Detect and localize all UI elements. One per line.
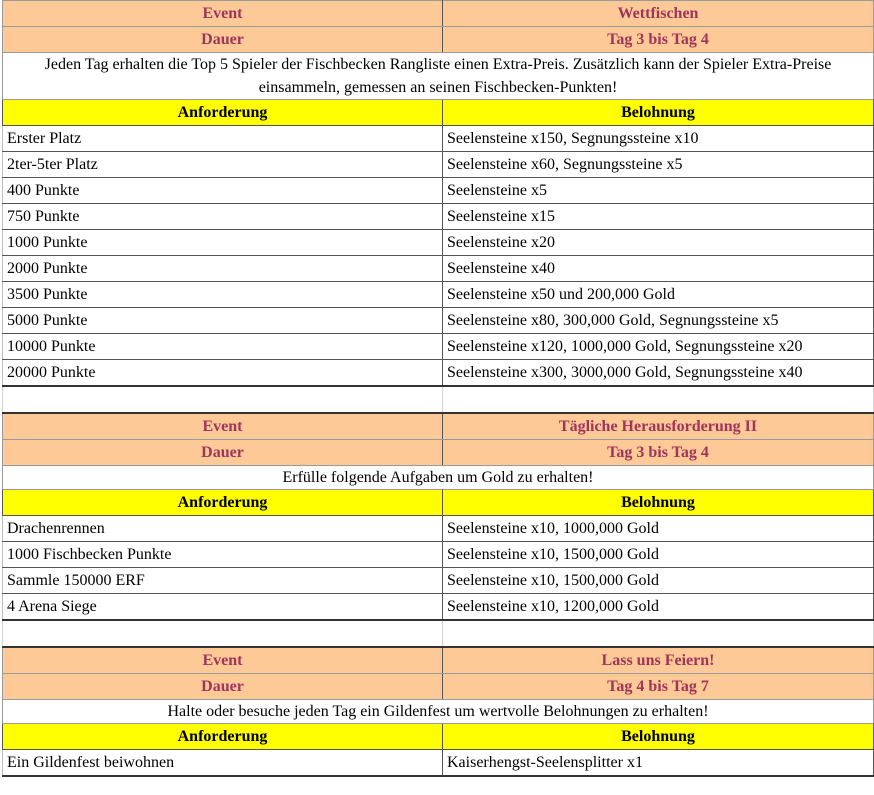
table-row xyxy=(3,178,874,204)
duration-value-cell[interactable]: Tag 3 bis Tag 4 xyxy=(443,440,874,466)
reward-cell[interactable]: Seelensteine x10, 1200,000 Gold xyxy=(443,594,874,621)
empty-cell[interactable] xyxy=(443,620,874,647)
requirement-cell[interactable]: 10000 Punkte xyxy=(3,334,443,360)
description-cell[interactable]: Jeden Tag erhalten die Top 5 Spieler der Fischbecken Rangliste einen Extra-Preis. Zusätzlich kann der Spieler Extra-Preise einsammeln, gemessen an seinen Fischbecken-Punkten! xyxy=(3,53,874,100)
duration-row xyxy=(3,27,874,53)
table-row xyxy=(3,594,874,621)
column-header-row xyxy=(3,490,874,516)
table-row xyxy=(3,308,874,334)
description-cell[interactable]: Erfülle folgende Aufgaben um Gold zu erhalten! xyxy=(3,466,874,490)
reward-cell[interactable]: Seelensteine x10, 1500,000 Gold xyxy=(443,542,874,568)
reward-cell[interactable]: Seelensteine x10, 1500,000 Gold xyxy=(443,568,874,594)
empty-cell[interactable] xyxy=(3,386,443,413)
event-name-cell[interactable]: Lass uns Feiern! xyxy=(443,647,874,674)
reward-header-cell[interactable]: Belohnung xyxy=(443,490,874,516)
reward-cell[interactable]: Seelensteine x80, 300,000 Gold, Segnungssteine x5 xyxy=(443,308,874,334)
description-row xyxy=(3,53,874,100)
table-row xyxy=(3,568,874,594)
event-name-cell[interactable]: Tägliche Herausforderung II xyxy=(443,413,874,440)
event-header-row xyxy=(3,647,874,674)
event-label-cell[interactable]: Event xyxy=(3,413,443,440)
reward-cell[interactable]: Seelensteine x150, Segnungssteine x10 xyxy=(443,126,874,152)
event-name-cell[interactable]: Wettfischen xyxy=(443,1,874,27)
reward-header-cell[interactable]: Belohnung xyxy=(443,100,874,126)
duration-label-cell[interactable]: Dauer xyxy=(3,440,443,466)
reward-cell[interactable]: Seelensteine x10, 1000,000 Gold xyxy=(443,516,874,542)
duration-label-cell[interactable]: Dauer xyxy=(3,674,443,700)
reward-cell[interactable]: Seelensteine x120, 1000,000 Gold, Segnungssteine x20 xyxy=(443,334,874,360)
reward-cell[interactable]: Seelensteine x40 xyxy=(443,256,874,282)
requirement-cell[interactable]: 2ter-5ter Platz xyxy=(3,152,443,178)
duration-label-cell[interactable]: Dauer xyxy=(3,27,443,53)
reward-cell[interactable]: Seelensteine x5 xyxy=(443,178,874,204)
table-row xyxy=(3,360,874,387)
table-row xyxy=(3,542,874,568)
column-header-row xyxy=(3,100,874,126)
duration-row xyxy=(3,440,874,466)
requirement-cell[interactable]: 2000 Punkte xyxy=(3,256,443,282)
empty-cell[interactable] xyxy=(3,620,443,647)
spacer-row xyxy=(3,386,874,413)
requirement-header-cell[interactable]: Anforderung xyxy=(3,490,443,516)
table-row xyxy=(3,334,874,360)
table-row xyxy=(3,256,874,282)
requirement-cell[interactable]: Sammle 150000 ERF xyxy=(3,568,443,594)
spacer-row xyxy=(3,620,874,647)
description-row xyxy=(3,466,874,490)
table-row xyxy=(3,230,874,256)
requirement-header-cell[interactable]: Anforderung xyxy=(3,724,443,750)
reward-header-cell[interactable]: Belohnung xyxy=(443,724,874,750)
event-header-row xyxy=(3,413,874,440)
reward-cell[interactable]: Kaiserhengst-Seelensplitter x1 xyxy=(443,750,874,777)
event-label-cell[interactable]: Event xyxy=(3,1,443,27)
description-cell[interactable]: Halte oder besuche jeden Tag ein Gildenfest um wertvolle Belohnungen zu erhalten! xyxy=(3,700,874,724)
event-label-cell[interactable]: Event xyxy=(3,647,443,674)
requirement-cell[interactable]: 5000 Punkte xyxy=(3,308,443,334)
event-header-row xyxy=(3,1,874,27)
description-row xyxy=(3,700,874,724)
duration-value-cell[interactable]: Tag 4 bis Tag 7 xyxy=(443,674,874,700)
table-row xyxy=(3,126,874,152)
reward-cell[interactable]: Seelensteine x60, Segnungssteine x5 xyxy=(443,152,874,178)
requirement-cell[interactable]: 3500 Punkte xyxy=(3,282,443,308)
requirement-cell[interactable]: Drachenrennen xyxy=(3,516,443,542)
requirement-cell[interactable]: 1000 Punkte xyxy=(3,230,443,256)
duration-value-cell[interactable]: Tag 3 bis Tag 4 xyxy=(443,27,874,53)
requirement-cell[interactable]: 400 Punkte xyxy=(3,178,443,204)
requirement-cell[interactable]: 4 Arena Siege xyxy=(3,594,443,621)
column-header-row xyxy=(3,724,874,750)
table-row xyxy=(3,282,874,308)
requirement-cell[interactable]: 750 Punkte xyxy=(3,204,443,230)
requirement-cell[interactable]: 20000 Punkte xyxy=(3,360,443,387)
table-row xyxy=(3,516,874,542)
reward-cell[interactable]: Seelensteine x20 xyxy=(443,230,874,256)
requirement-header-cell[interactable]: Anforderung xyxy=(3,100,443,126)
reward-cell[interactable]: Seelensteine x15 xyxy=(443,204,874,230)
table-row xyxy=(3,152,874,178)
requirement-cell[interactable]: Ein Gildenfest beiwohnen xyxy=(3,750,443,777)
requirement-cell[interactable]: Erster Platz xyxy=(3,126,443,152)
requirement-cell[interactable]: 1000 Fischbecken Punkte xyxy=(3,542,443,568)
empty-cell[interactable] xyxy=(443,386,874,413)
event-table xyxy=(2,0,874,777)
event-table-body xyxy=(3,1,874,777)
reward-cell[interactable]: Seelensteine x300, 3000,000 Gold, Segnungssteine x40 xyxy=(443,360,874,387)
table-row xyxy=(3,204,874,230)
duration-row xyxy=(3,674,874,700)
table-row xyxy=(3,750,874,777)
reward-cell[interactable]: Seelensteine x50 und 200,000 Gold xyxy=(443,282,874,308)
